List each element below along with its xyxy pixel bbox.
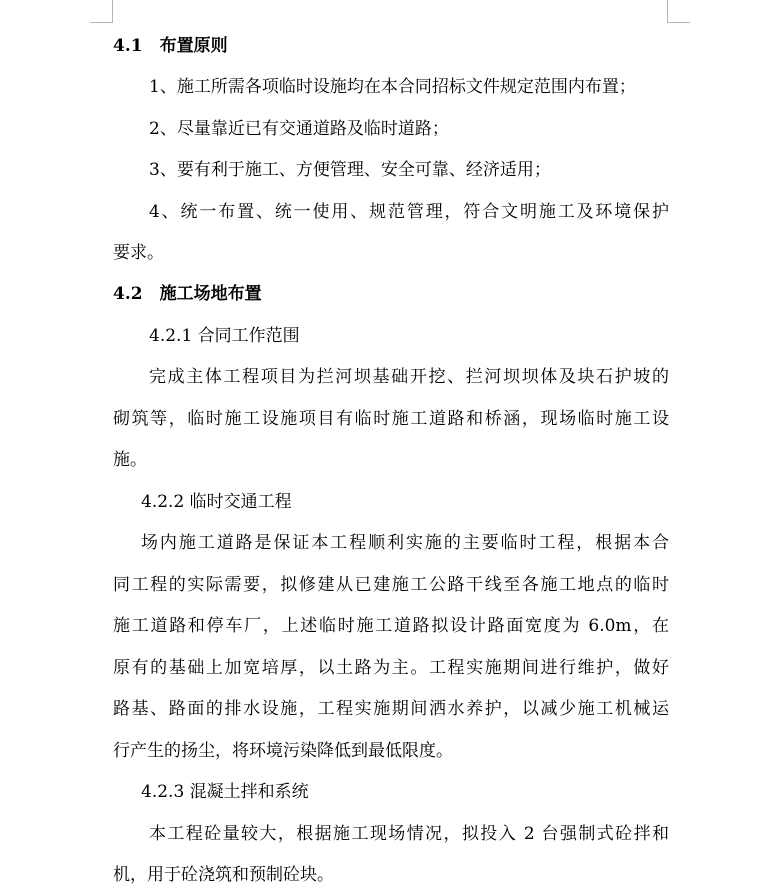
section-heading-4-2: 4.2 施工场地布置 — [113, 284, 262, 304]
list-item-4: 4、统一布置、统一使用、规范管理，符合文明施工及环境保护 — [149, 202, 669, 222]
list-item-4-cont: 要求。 — [113, 243, 164, 263]
paragraph-line: 完成主体工程项目为拦河坝基础开挖、拦河坝坝体及块石护坡的 — [149, 367, 669, 387]
paragraph-line: 砌筑等，临时施工设施项目有临时施工道路和桥涵，现场临时施工设 — [113, 409, 669, 429]
list-item-1: 1、施工所需各项临时设施均在本合同招标文件规定范围内布置； — [149, 77, 636, 97]
subsection-heading-4-2-2: 4.2.2 临时交通工程 — [141, 492, 292, 512]
list-item-2: 2、尽量靠近已有交通道路及临时道路； — [149, 119, 449, 139]
paragraph-line: 施工道路和停车厂，上述临时施工道路拟设计路面宽度为 6.0m，在 — [113, 616, 669, 636]
section-heading-4-1: 4.1 布置原则 — [113, 36, 228, 56]
paragraph-line-partial: 机，用于砼浇筑和预制砼块。 — [113, 865, 334, 885]
paragraph-line: 场内施工道路是保证本工程顺利实施的主要临时工程，根据本合 — [141, 533, 669, 553]
paragraph-line: 行产生的扬尘，将环境污染降低到最低限度。 — [113, 741, 453, 761]
list-item-3: 3、要有利于施工、方便管理、安全可靠、经济适用； — [149, 160, 551, 180]
subsection-heading-4-2-1: 4.2.1 合同工作范围 — [149, 326, 300, 346]
paragraph-line: 同工程的实际需要，拟修建从已建施工公路干线至各施工地点的临时 — [113, 575, 669, 595]
paragraph-line: 本工程砼量较大，根据施工现场情况，拟投入 2 台强制式砼拌和 — [149, 824, 669, 844]
crop-mark-left — [90, 0, 113, 23]
paragraph-line: 施。 — [113, 450, 147, 470]
paragraph-line: 路基、路面的排水设施，工程实施期间洒水养护，以减少施工机械运 — [113, 699, 669, 719]
crop-mark-right — [667, 0, 690, 23]
paragraph-line: 原有的基础上加宽培厚，以土路为主。工程实施期间进行维护，做好 — [113, 658, 669, 678]
subsection-heading-4-2-3: 4.2.3 混凝土拌和系统 — [141, 782, 309, 802]
